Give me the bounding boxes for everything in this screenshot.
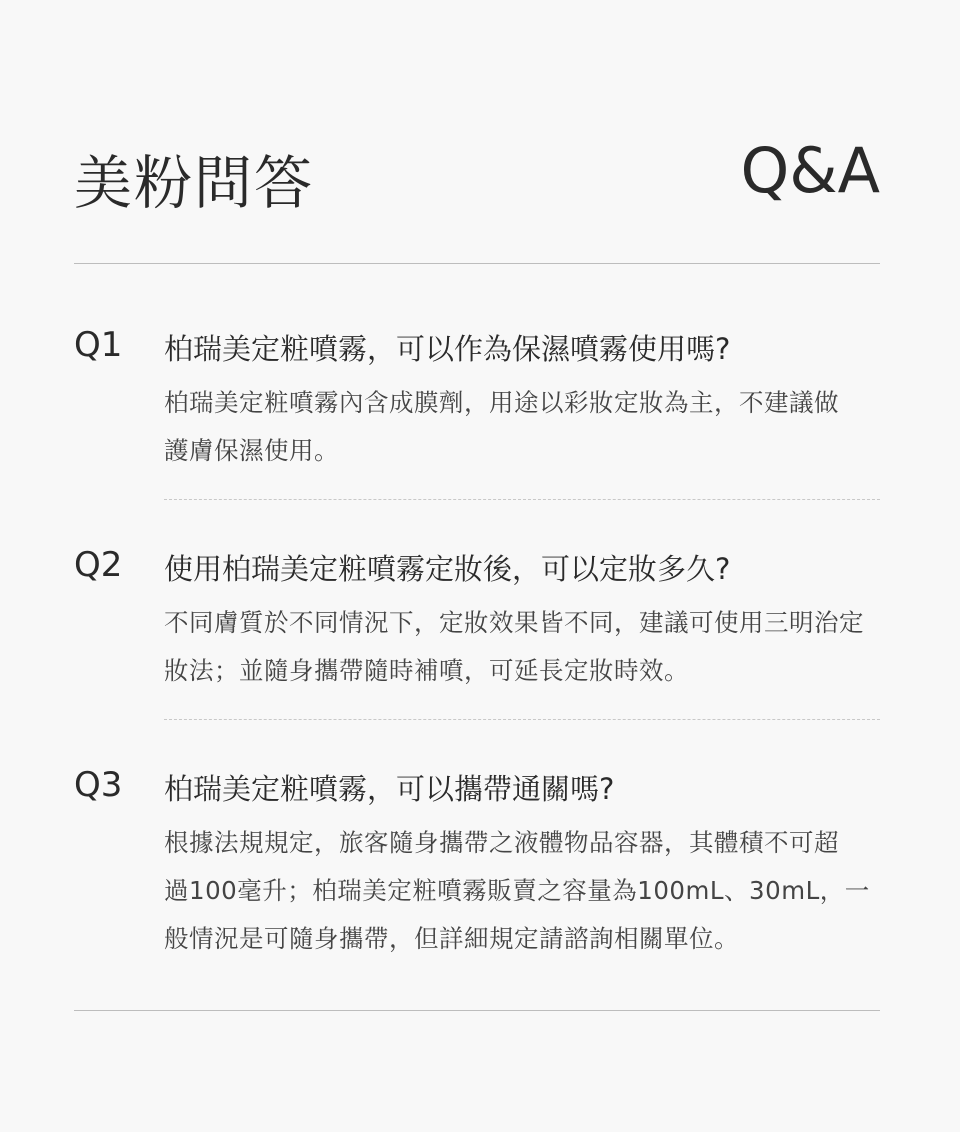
answer-line: 般情況是可隨身攜帶，但詳細規定請諮詢相關單位。 [164, 924, 739, 953]
top-divider [74, 263, 880, 264]
question-number: Q2 [74, 545, 123, 585]
question-number: Q1 [74, 325, 123, 365]
question-text: 柏瑞美定粧噴霧，可以攜帶通關嗎? [164, 772, 615, 806]
answer-text [164, 379, 880, 475]
answer-line: 柏瑞美定粧噴霧內含成膜劑，用途以彩妝定妝為主，不建議做 [164, 388, 839, 417]
page-title-en: Q&A [740, 134, 880, 207]
page-title: 美粉問答 [74, 149, 315, 217]
page-header [74, 130, 880, 217]
answer-line: 妝法；並隨身攜帶隨時補噴，可延長定妝時效。 [164, 656, 689, 685]
answer-text [164, 599, 880, 695]
answer-text [164, 819, 880, 963]
dashed-divider [164, 719, 880, 720]
bottom-divider [74, 1010, 880, 1011]
answer-line: 護膚保濕使用。 [164, 436, 339, 465]
answer-line: 根據法規規定，旅客隨身攜帶之液體物品容器，其體積不可超 [164, 828, 839, 857]
answer-line: 不同膚質於不同情況下，定妝效果皆不同，建議可使用三明治定 [164, 608, 864, 637]
question-text: 柏瑞美定粧噴霧，可以作為保濕噴霧使用嗎? [164, 332, 731, 366]
answer-line: 過100毫升；柏瑞美定粧噴霧販賣之容量為100mL、30mL，一 [164, 876, 870, 905]
question-number: Q3 [74, 765, 123, 805]
question-text: 使用柏瑞美定粧噴霧定妝後，可以定妝多久? [164, 552, 731, 586]
dashed-divider [164, 499, 880, 500]
